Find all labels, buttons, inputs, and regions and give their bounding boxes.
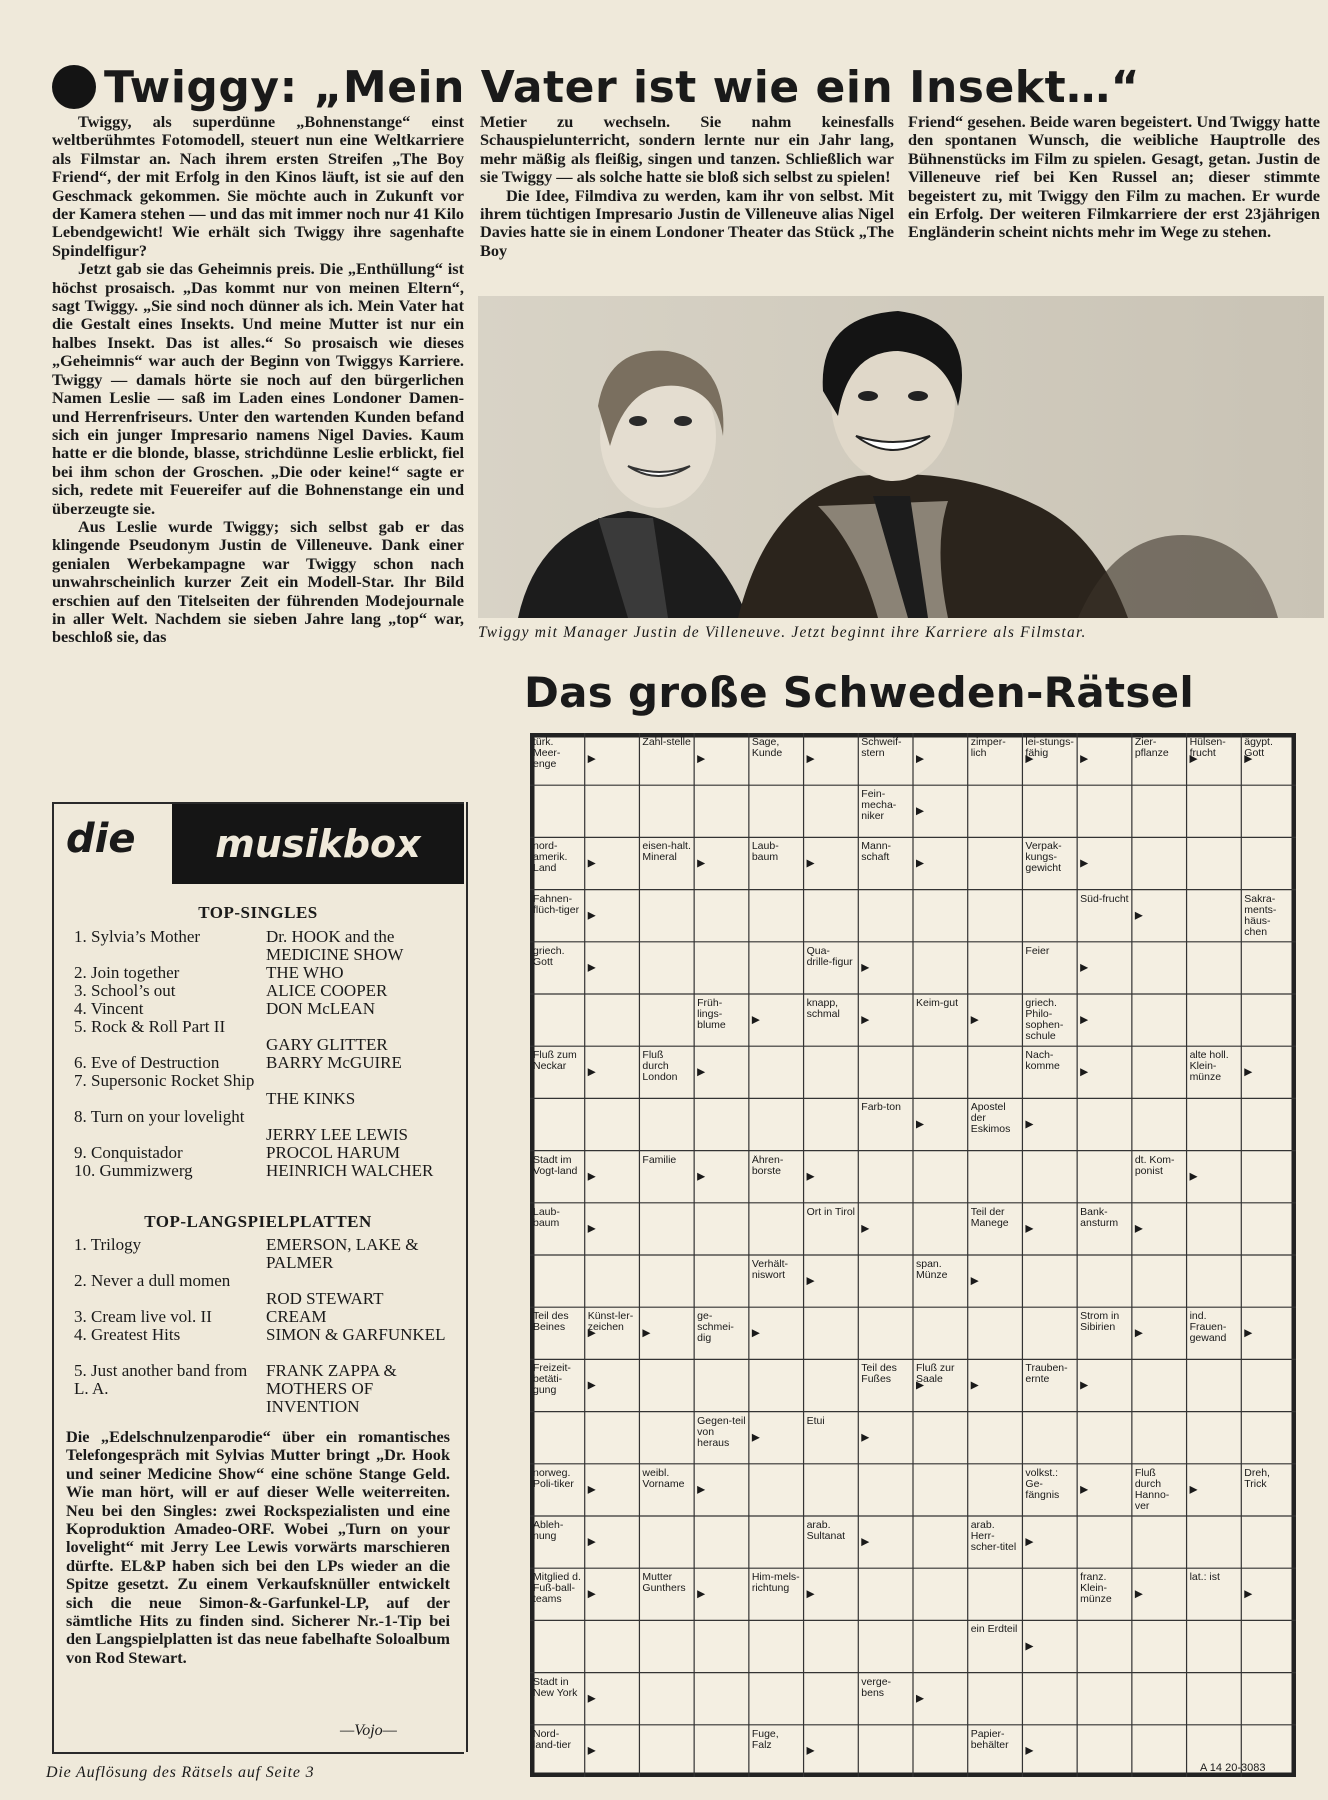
single-artist: THE WHO — [266, 963, 344, 982]
clue-cell: knapp, schmal — [806, 998, 840, 1020]
clue-cell: griech. Philo-sophen-schule — [1025, 998, 1064, 1042]
clue-cell: Fluß durch London — [642, 1050, 678, 1084]
single-artist: THE KINKS — [266, 1089, 356, 1108]
solution-note: Die Auflösung des Rätsels auf Seite 3 — [46, 1764, 315, 1781]
clue-cell: Etui — [806, 1415, 825, 1427]
clue-cell: weibl. Vorname — [642, 1467, 685, 1490]
clue-cell: Zier-pflanze — [1134, 737, 1169, 759]
clue-cell: Fluß durch Hanno-ver — [1134, 1467, 1170, 1512]
article-column-3 — [908, 113, 1320, 242]
lp-title: 1. Trilogy — [74, 1235, 142, 1254]
bullet-icon — [52, 65, 96, 109]
clue-cell: Laub-baum — [533, 1206, 560, 1229]
clue-cell: ägypt. Gott — [1244, 737, 1273, 759]
clue-cell: franz. Klein-münze — [1080, 1572, 1112, 1606]
single-title: 6. Eve of Destruction — [74, 1053, 220, 1072]
clue-cell: Stadt im Vogt-land — [533, 1154, 578, 1177]
clue-cell: Nord-land-tier — [533, 1728, 571, 1751]
clue-cell: eisen-halt. Mineral — [642, 841, 691, 864]
single-title: 8. Turn on your lovelight — [74, 1107, 245, 1126]
single-artist: BARRY McGUIRE — [266, 1053, 402, 1072]
clue-cell: volkst.: Ge-fängnis — [1025, 1467, 1060, 1501]
clue-cell: ge-schmei-dig — [697, 1311, 734, 1345]
clue-cell: Fluß zur Saale — [916, 1363, 955, 1386]
clue-cell: Verhält-niswort — [751, 1259, 789, 1281]
lp-artist: FRANK ZAPPA & MOTHERS OF INVENTION — [266, 1361, 397, 1416]
clue-cell: Bank-ansturm — [1080, 1206, 1119, 1229]
clue-cell: griech. Gott — [533, 945, 565, 968]
clue-cell: Mutter Gunthers — [642, 1572, 686, 1595]
lps-heading: TOP-LANGSPIELPLATTEN — [144, 1212, 372, 1231]
article-paragraph: Die Idee, Filmdiva zu werden, kam ihr von selbst. Mit ihrem tüchtigen Impresario Justin de Villeneuve alias Nigel Davies hatte sie in einem Londoner Theater das Stück „The Boy — [480, 185, 894, 260]
clue-cell: Nach-komme — [1025, 1050, 1060, 1073]
clue-cell: ind. Frauen-gewand — [1189, 1311, 1227, 1345]
lp-artist: EMERSON, LAKE & PALMER — [266, 1235, 419, 1272]
clue-cell: Apostel der Eskimos — [970, 1102, 1011, 1136]
lp-title: 2. Never a dull momen — [74, 1271, 231, 1290]
logo-die: die — [66, 816, 136, 862]
clue-cell: Hülsen-frucht — [1189, 737, 1226, 759]
clue-cell: Fahnen-flüch-tiger — [533, 893, 580, 916]
photo-twiggy-and-manager — [478, 296, 1324, 618]
clue-cell: Mitglied d. Fuß-ball-teams — [533, 1572, 581, 1606]
clue-cell: Künst-ler-zeichen — [587, 1311, 634, 1334]
clue-cell: verge-bens — [861, 1676, 892, 1699]
musikbox-bottom-border — [52, 1752, 464, 1754]
clue-cell: arab. Sultanat — [806, 1520, 846, 1542]
logo-musikbox: musikbox — [172, 804, 464, 884]
clue-cell: lat.: ist — [1189, 1572, 1220, 1584]
puzzle-code: A 14 20-3083 — [1200, 1762, 1266, 1774]
single-artist: DON McLEAN — [266, 999, 376, 1018]
clue-cell: Him-mels-richtung — [751, 1572, 800, 1595]
clue-cell: Laub-baum — [751, 841, 779, 864]
clue-cell: Stadt in New York — [533, 1676, 578, 1699]
lp-artist: SIMON & GARFUNKEL — [266, 1325, 446, 1344]
single-artist: JERRY LEE LEWIS — [266, 1125, 408, 1144]
clue-cell: Trauben-ernte — [1025, 1363, 1068, 1386]
singles-heading: TOP-SINGLES — [198, 903, 318, 922]
clue-cell: Süd-frucht — [1080, 893, 1129, 905]
single-artist: HEINRICH WALCHER — [266, 1161, 434, 1180]
clue-cell: Ähren-borste — [751, 1154, 784, 1177]
single-artist: ALICE COOPER — [266, 981, 388, 1000]
article-paragraph: Friend“ gesehen. Beide waren begeistert. Und Twiggy hatte den spontanen Wunsch, die weibliche Hauptrolle des Bühnenstücks im Film zu spielen. Gesagt, getan. Justin de Villeneuve rief bei Ken Russel an; dieser stimmte begeistert zu, mit Twiggy den Film zu machen. Er wurde ein Erfolg. Der weiteren Filmkarriere der erst 23jährigen Engländerin scheint nichts mehr im Wege zu stehen. — [908, 112, 1320, 242]
clue-cell: dt. Kom-ponist — [1134, 1154, 1175, 1177]
clue-cell: Papier-behälter — [970, 1728, 1009, 1751]
clue-cell: Fein-mecha-niker — [861, 789, 897, 823]
clue-cell: alte holl. Klein-münze — [1189, 1050, 1229, 1084]
clue-cell: lei-stungs-fähig — [1025, 737, 1074, 759]
lp-artist: ROD STEWART — [266, 1289, 384, 1308]
article-paragraph: Jetzt gab sie das Geheimnis preis. Die „Enthüllung“ ist höchst prosaisch. „Das kommt nur von meinen Eltern“, sagt Twiggy. „Sie sind noch dünner als ich. Mein Vater hat die Gestalt eines Insekts. Und meine Mutter ist nur ein halbes Insekt. Das ist alles.“ So prosaisch wie dieses „Geheimnis“ war auch der Beginn von Twiggys Karriere. Twiggy — damals hörte sie noch auf den bürgerlichen Namen Leslie — saß im Laden eines Londoner Damen- und Herrenfriseurs. Unter den wartenden Kunden befand sich ein junger Impresario namens Nigel Davies. Kaum hatte er die blonde, blasse, strichdünne Leslie erblickt, fiel bei ihm schon der Groschen. „Die oder keine!“ sagte er sich, redete mit Feuereifer auf die Bohnenstange ein und überzeugte sie. — [52, 259, 464, 518]
single-title: 9. Conquistador — [74, 1143, 183, 1162]
single-title: 4. Vincent — [74, 999, 144, 1018]
clue-cell: Zahl-stelle — [642, 737, 691, 748]
clue-cell: Teil der Manege — [970, 1206, 1009, 1229]
musikbox-logo — [52, 802, 464, 884]
clue-cell: Schweif-stern — [861, 737, 902, 759]
article-paragraph: Twiggy, als superdünne „Bohnenstange“ einst weltberühmtes Fotomodell, steuert nun eine Weltkarriere als Filmstar an. Nach ihrem ersten Streifen „The Boy Friend“, der mit Erfolg in den Kinos läuft, ist sie auf den Geschmack gekommen. Sie möchte auch in Zukunft vor der Kamera stehen — und das mit immer noch nur 41 Kilo Lebendgewicht! Wie erhält sich Twiggy ihre sagenhafte Spindelfigur? — [52, 112, 464, 260]
clue-cell: Sakra-ments-häus-chen — [1244, 893, 1277, 938]
clue-cell: Freizeit-betäti-gung — [533, 1363, 571, 1397]
clue-cell: Verpak-kungs-gewicht — [1025, 841, 1062, 875]
clue-cell: Feier — [1025, 945, 1050, 957]
clue-layer — [530, 733, 1296, 1777]
single-title: 1. Sylvia’s Mother — [74, 927, 201, 946]
single-artist: PROCOL HARUM — [266, 1143, 400, 1162]
single-title: 2. Join together — [74, 963, 180, 982]
clue-cell: Dreh, Trick — [1244, 1467, 1270, 1490]
clue-cell: Fuge, Falz — [751, 1728, 779, 1751]
clue-cell: Farb-ton — [861, 1102, 901, 1114]
single-title: 3. School’s out — [74, 981, 176, 1000]
clue-cell: Familie — [642, 1154, 677, 1166]
clue-cell: Sage, Kunde — [751, 737, 783, 759]
clue-cell: arab. Herr-scher-titel — [970, 1520, 1017, 1553]
clue-cell: Teil des Beines — [533, 1311, 569, 1334]
clue-cell: Früh-lings-blume — [697, 998, 726, 1031]
clue-cell: Fluß zum Neckar — [533, 1050, 577, 1073]
clue-cell: Strom in Sibirien — [1080, 1311, 1120, 1334]
clue-cell: span. Münze — [916, 1259, 948, 1281]
clue-cell: türk. Meer-enge — [533, 737, 561, 770]
article-paragraph: Aus Leslie wurde Twiggy; sich selbst gab er das klingende Pseudonym Justin de Villeneuve. Dank einer genialen Werbekampagne war Twiggy schon nach unwahrscheinlich kurzer Zeit ein Modell-Star. Ihr Bild erschien auf den Titelseiten der führenden Modejournale in aller Welt. Nachdem sie sieben Jahre lang „top“ war, beschloß sie, das — [52, 516, 464, 647]
clue-cell: Mann-schaft — [861, 841, 892, 864]
clue-cell: ein Erdteil — [970, 1624, 1018, 1636]
lp-title: 3. Cream live vol. II — [74, 1307, 212, 1326]
clue-cell: norweg. Poli-tiker — [533, 1467, 574, 1490]
single-artist: Dr. HOOK and the MEDICINE SHOW — [266, 927, 404, 964]
musikbox-signature: —Vojo— — [340, 1722, 397, 1739]
article-column-2 — [480, 113, 894, 260]
lp-title: 4. Greatest Hits — [74, 1325, 181, 1344]
clue-cell: nord-amerik. Land — [533, 841, 568, 875]
clue-cell: Keim-gut — [916, 998, 959, 1009]
lp-title: 5. Just another band from L. A. — [74, 1361, 248, 1398]
clue-cell: Gegen-teil von heraus — [697, 1415, 746, 1449]
clue-cell: Ort in Tirol — [806, 1206, 855, 1218]
headline-text: Twiggy: „Mein Vater ist wie ein Insekt…“ — [104, 61, 1141, 113]
clue-cell: Teil des Fußes — [861, 1363, 897, 1386]
lp-artist: CREAM — [266, 1307, 327, 1326]
clue-cell: zimper-lich — [970, 737, 1006, 759]
article-column-1 — [52, 113, 464, 647]
clue-cell: Qua-drille-figur — [806, 945, 853, 968]
single-title: 5. Rock & Roll Part II — [74, 1017, 226, 1036]
article-paragraph: Metier zu wechseln. Sie nahm keinesfalls Schauspielunterricht, sondern lernte nur ein Jahr lang, mehr mäßig als fleißig, singen und tanzen. Schließlich war sie Twiggy — als solche hatte sie bloß sich selbst zu spielen! — [480, 112, 894, 187]
puzzle-title: Das große Schweden-Rätsel — [524, 668, 1195, 717]
photo-caption: Twiggy mit Manager Justin de Villeneuve. Jetzt beginnt ihre Karriere als Filmstar. — [478, 624, 1087, 641]
musikbox-commentary: Die „Edelschnulzenparodie“ über ein romantisches Telefongespräch mit Sylvias Mutter bringt „Dr. Hook und seiner Medicine Show“ eine schöne Stange Geld. Wie man hört, will er auf dieser Welle weiterreiten. Neu bei den Singles: zwei Rockspezialisten und eine Koproduktion Amadeo-ORF. Wobei „Turn on your lovelight“ mit Jerry Lee Lewis vorwärts marschieren dürfte. EL&P haben sich bei den LPs wieder an die Spitze gesetzt. Zu einem Verkaufsknüller entwickelt sich die neue Simon-&-Garfunkel-LP, auf der sämtliche Hits zu finden sind. Sicherer Nr.-1-Tip bei den Langspielplatten ist das neue fabelhafte Soloalbum von Rod Stewart. — [66, 1427, 450, 1667]
clue-cell: Ableh-nung — [533, 1520, 564, 1542]
photo-illustration — [478, 296, 1324, 618]
single-title: 10. Gummizwerg — [74, 1161, 193, 1180]
single-artist: GARY GLITTER — [266, 1035, 388, 1054]
single-title: 7. Supersonic Rocket Ship — [74, 1071, 255, 1090]
